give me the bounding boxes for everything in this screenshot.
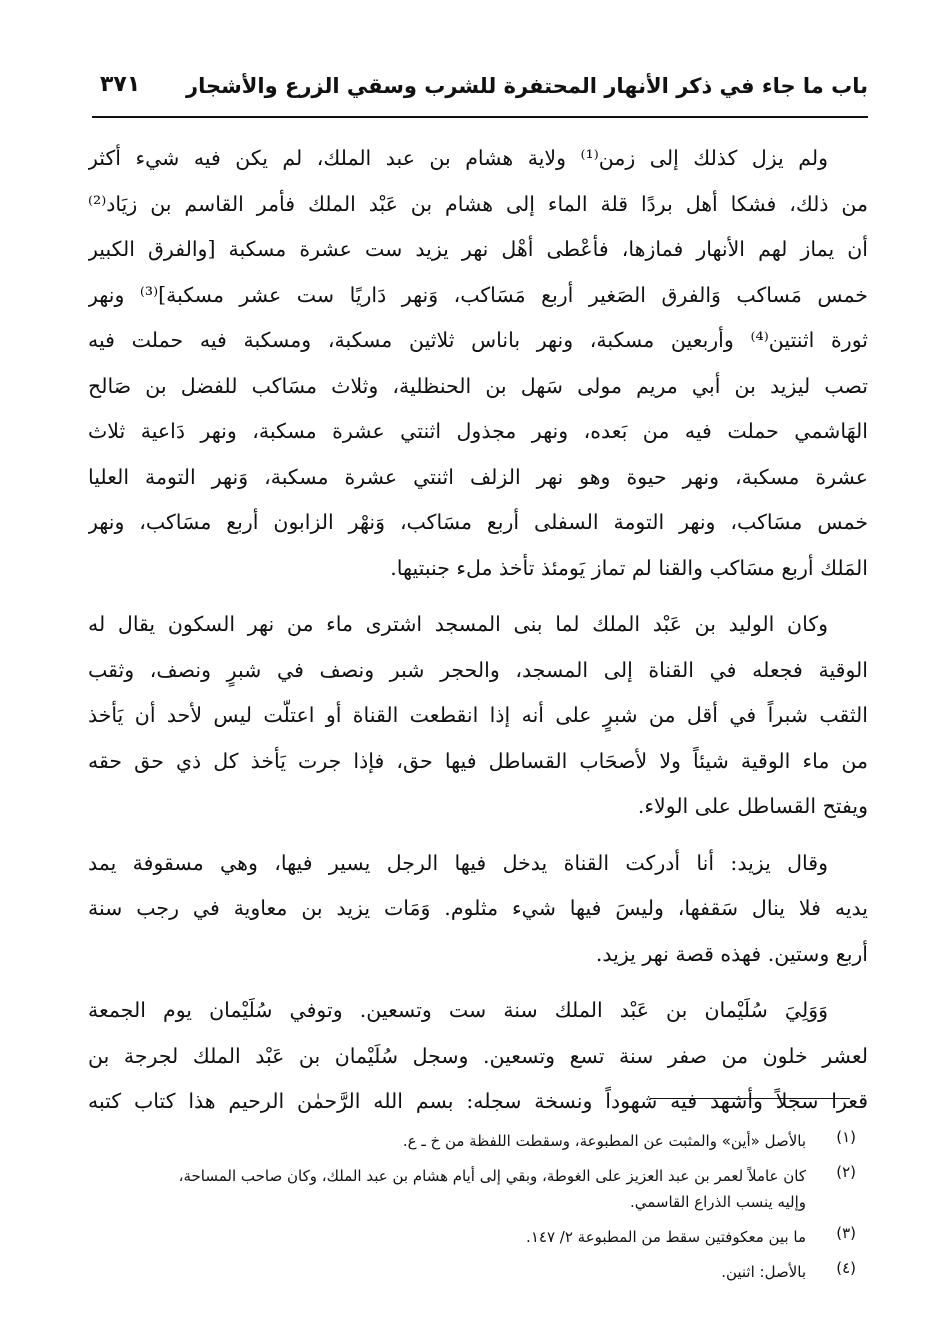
footnote [88, 1163, 856, 1215]
footnote-text [88, 1163, 806, 1215]
main-text [88, 136, 868, 1136]
text-line: تصب ليزيد بن أبي مريم مولى سَهل بن الحنظلية، وثلاث مسَاكب للفضل بن صَالح [88, 373, 868, 398]
text-line: الوقية فجعله في القناة إلى المسجد، والحجر شبر ونصف في شبرٍ ونصف، وثقب [88, 657, 868, 682]
text-line: عشرة مسكبة، ونهر حيوة وهو نهر الزلف اثنتي عشرة مسكبة، وَنهر التومة العليا [88, 464, 868, 489]
text-line: المَلك أربع مسَاكب والقنا لم تماز يَومئذ تأخذ ملء جنبتيها. [390, 555, 868, 580]
footnote-text [88, 1224, 806, 1250]
paragraph [88, 136, 868, 591]
page-number: ٣٧١ [100, 72, 141, 97]
chapter-title: باب ما جاء في ذكر الأنهار المحتفرة للشرب وسقي الزرع والأشجار [186, 74, 868, 98]
text-line: يديه فلا ينال سَقفها، وليسَ فيها شيء مثلوم. وَمَات يزيد بن معاوية في رجب سنة [88, 896, 868, 920]
footnote-line: بالأصل: اثنين. [721, 1263, 806, 1281]
text-line: وَوَلِيَ سُلَيْمان بن عَبْد الملك سنة ست وتسعين. وتوفي سُلَيْمان يوم الجمعة [88, 998, 828, 1022]
footnote-line: ما بين معكوفتين سقط من المطبوعة ٢/ ١٤٧. [526, 1228, 806, 1246]
text-line: ثورة اثنتين⁽⁴⁾ وأربعين مسكبة، ونهر باناس ثلاثين مسكبة، ومسكبة فيه حملت فيه [88, 328, 868, 352]
footnote-line: بالأصل «أين» والمثبت عن المطبوعة، وسقطت اللفظة من خ ـ ع. [402, 1132, 806, 1150]
text-line: الثقب شبراً في أقل من شبرٍ على أنه إذا انقطعت القناة أو اعتلّت ليس لأحد أن يَأخذ [88, 703, 868, 727]
footnote [88, 1128, 856, 1154]
paragraph [88, 602, 868, 830]
text-line: من ذلك، فشكا أهل بردًا قلة الماء إلى هشام بن عَبْد الملك فأمر القاسم بن زيَاد⁽²⁾ [88, 191, 868, 216]
text-line: قعرا سجلاً وأشهد فيه شهوداً ونسخة سجله: بسم الله الرَّحمٰن الرحيم هذا كتاب كتبه [88, 1089, 868, 1113]
text-line: خمس مسَاكب، ونهر التومة السفلى أربع مسَاكب، وَنهْر الزابون أربع مسَاكب، ونهر [88, 510, 868, 534]
footnote [88, 1259, 856, 1285]
footnote-text [88, 1259, 806, 1285]
footnote-number: (٣) [836, 1224, 856, 1242]
footnote [88, 1224, 856, 1250]
text-line: وكان الوليد بن عَبْد الملك لما بنى المسجد اشترى ماء من نهر السكون يقال له [88, 612, 828, 636]
footnote-line: كان عاملاً لعمر بن عبد العزيز على الغوطة، وبقي إلى أيام هشام بن عبد الملك، وكان صاحب المساحة، [178, 1167, 806, 1185]
text-line: خمس مَساكب وَالفرق الصَغير أربع مَسَاكب، وَنهر دَاريًا ست عشر مسكبة]⁽³⁾ ونهر [88, 282, 868, 307]
footnote-number: (٤) [836, 1259, 856, 1277]
text-line: ولم يزل كذلك إلى زمن⁽¹⁾ ولاية هشام بن عبد الملك، لم يكن فيه شيء أكثر [88, 146, 829, 170]
text-line: من ماء الوقية شيئاً ولا لأصحَاب القساطل فيها حق، فإذا جرت يَأخذ كل ذي حق حقه [88, 748, 868, 773]
running-header [92, 66, 868, 118]
text-line: ويفتح القساطل على الولاء. [637, 794, 868, 818]
paragraph [88, 841, 868, 978]
footnote-number: (٢) [836, 1163, 856, 1181]
footnote-text [88, 1128, 806, 1154]
paragraph [88, 988, 868, 1125]
text-line: أربع وستين. فهذه قصة نهر يزيد. [595, 941, 868, 966]
text-line: وقال يزيد: أنا أدركت القناة يدخل فيها الرجل يسير فيها، وهي مسقوفة يمد [88, 850, 828, 875]
footnote-line: وإليه ينسب الذراع القاسمي. [629, 1193, 806, 1211]
footnote-separator [650, 1098, 850, 1099]
text-line: الهَاشمي حملت فيه من بَعده، ونهر مجذول اثنتي عشرة مسكبة، ونهر دَاعية ثلاث [88, 419, 868, 443]
text-line: أن يماز لهم الأنهار فمازها، فأعْطى أهْل نهر يزيد ست عشرة مسكبة [والفرق الكبير [88, 237, 868, 261]
text-line: لعشر خلون من صفر سنة تسع وتسعين. وسجل سُلَيْمان بن عَبْد الملك لجرجة بن [88, 1043, 868, 1068]
footnote-number: (١) [836, 1128, 856, 1146]
footnotes [88, 1128, 856, 1294]
